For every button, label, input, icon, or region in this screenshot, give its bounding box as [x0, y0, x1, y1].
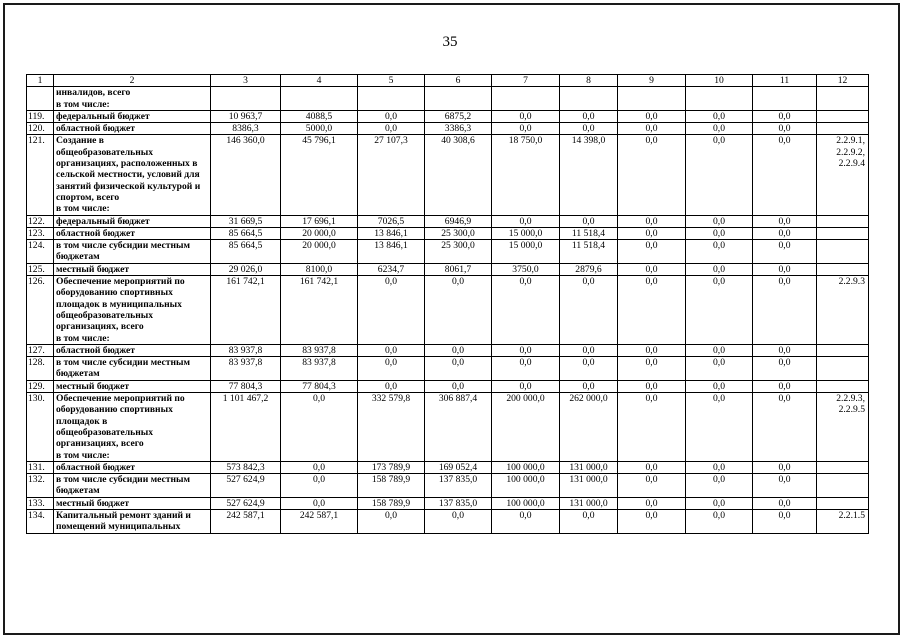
- value-cell: 0,0: [618, 263, 686, 275]
- row-number: 134.: [27, 509, 54, 533]
- column-header-4: 4: [281, 75, 358, 87]
- row-name: федеральный бюджет: [54, 215, 211, 227]
- value-cell: 11 518,4: [560, 240, 618, 264]
- value-cell: 332 579,8: [358, 393, 425, 462]
- value-cell: 100 000,0: [492, 474, 560, 498]
- value-cell: 242 587,1: [281, 509, 358, 533]
- value-cell: 2879,6: [560, 263, 618, 275]
- row-number: 125.: [27, 263, 54, 275]
- value-cell: 4088,5: [281, 110, 358, 122]
- row-number: 133.: [27, 497, 54, 509]
- reference-codes: [817, 227, 869, 239]
- value-cell: [358, 87, 425, 111]
- row-number: 132.: [27, 474, 54, 498]
- row-name: областной бюджет: [54, 123, 211, 135]
- row-number: 121.: [27, 135, 54, 215]
- column-header-1: 1: [27, 75, 54, 87]
- value-cell: 3750,0: [492, 263, 560, 275]
- value-cell: 0,0: [753, 263, 817, 275]
- column-header-6: 6: [425, 75, 492, 87]
- value-cell: 0,0: [753, 509, 817, 533]
- row-number: 127.: [27, 344, 54, 356]
- table-row: [27, 110, 869, 122]
- value-cell: 0,0: [618, 215, 686, 227]
- value-cell: 14 398,0: [560, 135, 618, 215]
- table-row: [27, 393, 869, 462]
- value-cell: 0,0: [358, 276, 425, 345]
- value-cell: 100 000,0: [492, 497, 560, 509]
- value-cell: 0,0: [753, 215, 817, 227]
- value-cell: 0,0: [492, 344, 560, 356]
- value-cell: 85 664,5: [211, 240, 281, 264]
- value-cell: 137 835,0: [425, 497, 492, 509]
- value-cell: 77 804,3: [281, 380, 358, 392]
- value-cell: 0,0: [686, 276, 753, 345]
- row-number: 122.: [27, 215, 54, 227]
- value-cell: 0,0: [358, 344, 425, 356]
- value-cell: 0,0: [618, 227, 686, 239]
- value-cell: 0,0: [492, 123, 560, 135]
- value-cell: 20 000,0: [281, 227, 358, 239]
- table-row: [27, 474, 869, 498]
- value-cell: [686, 87, 753, 111]
- value-cell: 146 360,0: [211, 135, 281, 215]
- table-row: [27, 380, 869, 392]
- value-cell: [281, 87, 358, 111]
- value-cell: 131 000,0: [560, 474, 618, 498]
- value-cell: 0,0: [686, 357, 753, 381]
- value-cell: 0,0: [560, 357, 618, 381]
- value-cell: 0,0: [686, 215, 753, 227]
- row-number: 129.: [27, 380, 54, 392]
- table-row: [27, 87, 869, 111]
- reference-codes: [817, 344, 869, 356]
- value-cell: 0,0: [686, 393, 753, 462]
- value-cell: 10 963,7: [211, 110, 281, 122]
- value-cell: 0,0: [358, 110, 425, 122]
- page-number: 35: [442, 34, 458, 50]
- value-cell: 0,0: [560, 110, 618, 122]
- value-cell: [618, 87, 686, 111]
- value-cell: 85 664,5: [211, 227, 281, 239]
- value-cell: 0,0: [753, 357, 817, 381]
- value-cell: 13 846,1: [358, 227, 425, 239]
- row-name: Обеспечение мероприятий по оборудованию спортивных площадок в муниципальных общеобразовательных организациях, всего в том числе:: [54, 276, 211, 345]
- value-cell: 27 107,3: [358, 135, 425, 215]
- column-header-8: 8: [560, 75, 618, 87]
- value-cell: 0,0: [753, 135, 817, 215]
- value-cell: 3386,3: [425, 123, 492, 135]
- value-cell: 0,0: [618, 240, 686, 264]
- value-cell: 6875,2: [425, 110, 492, 122]
- reference-codes: [817, 123, 869, 135]
- row-name: местный бюджет: [54, 380, 211, 392]
- value-cell: 173 789,9: [358, 461, 425, 473]
- value-cell: 0,0: [560, 276, 618, 345]
- value-cell: 0,0: [492, 509, 560, 533]
- value-cell: 0,0: [753, 497, 817, 509]
- reference-codes: 2.2.9.3, 2.2.9.5: [817, 393, 869, 462]
- value-cell: 0,0: [618, 135, 686, 215]
- value-cell: 0,0: [358, 380, 425, 392]
- value-cell: 0,0: [686, 240, 753, 264]
- reference-codes: 2.2.1.5: [817, 509, 869, 533]
- value-cell: 158 789,9: [358, 474, 425, 498]
- reference-codes: [817, 87, 869, 111]
- value-cell: 0,0: [686, 263, 753, 275]
- value-cell: 0,0: [492, 110, 560, 122]
- reference-codes: 2.2.9.1, 2.2.9.2, 2.2.9.4: [817, 135, 869, 215]
- value-cell: 0,0: [618, 276, 686, 345]
- value-cell: 0,0: [281, 461, 358, 473]
- value-cell: 0,0: [753, 474, 817, 498]
- value-cell: 161 742,1: [211, 276, 281, 345]
- value-cell: 527 624,9: [211, 497, 281, 509]
- table-row: [27, 135, 869, 215]
- value-cell: 7026,5: [358, 215, 425, 227]
- row-number: 126.: [27, 276, 54, 345]
- value-cell: 83 937,8: [211, 357, 281, 381]
- value-cell: 0,0: [618, 393, 686, 462]
- value-cell: 25 300,0: [425, 227, 492, 239]
- row-number: 120.: [27, 123, 54, 135]
- budget-table: [26, 74, 869, 534]
- row-name: областной бюджет: [54, 227, 211, 239]
- column-header-7: 7: [492, 75, 560, 87]
- reference-codes: [817, 461, 869, 473]
- value-cell: 0,0: [686, 461, 753, 473]
- value-cell: 0,0: [686, 227, 753, 239]
- row-number: 128.: [27, 357, 54, 381]
- value-cell: 242 587,1: [211, 509, 281, 533]
- value-cell: 13 846,1: [358, 240, 425, 264]
- value-cell: 0,0: [492, 380, 560, 392]
- value-cell: 0,0: [753, 123, 817, 135]
- table-row: [27, 497, 869, 509]
- value-cell: 0,0: [686, 497, 753, 509]
- value-cell: 306 887,4: [425, 393, 492, 462]
- row-number: 123.: [27, 227, 54, 239]
- value-cell: 158 789,9: [358, 497, 425, 509]
- value-cell: 161 742,1: [281, 276, 358, 345]
- value-cell: 8386,3: [211, 123, 281, 135]
- value-cell: 0,0: [618, 474, 686, 498]
- value-cell: 15 000,0: [492, 240, 560, 264]
- value-cell: 0,0: [560, 215, 618, 227]
- value-cell: 83 937,8: [281, 357, 358, 381]
- value-cell: 0,0: [492, 357, 560, 381]
- value-cell: 137 835,0: [425, 474, 492, 498]
- value-cell: [560, 87, 618, 111]
- reference-codes: 2.2.9.3: [817, 276, 869, 345]
- row-name: в том числе субсидии местным бюджетам: [54, 474, 211, 498]
- table-row: [27, 344, 869, 356]
- value-cell: 1 101 467,2: [211, 393, 281, 462]
- value-cell: 0,0: [358, 509, 425, 533]
- column-header-10: 10: [686, 75, 753, 87]
- value-cell: 0,0: [686, 344, 753, 356]
- value-cell: 0,0: [358, 123, 425, 135]
- table-row: [27, 509, 869, 533]
- table-row: [27, 227, 869, 239]
- row-number: 119.: [27, 110, 54, 122]
- value-cell: 45 796,1: [281, 135, 358, 215]
- column-header-2: 2: [54, 75, 211, 87]
- value-cell: 573 842,3: [211, 461, 281, 473]
- value-cell: 0,0: [560, 380, 618, 392]
- value-cell: 0,0: [281, 393, 358, 462]
- value-cell: 0,0: [618, 461, 686, 473]
- reference-codes: [817, 110, 869, 122]
- value-cell: 169 052,4: [425, 461, 492, 473]
- value-cell: 0,0: [753, 461, 817, 473]
- row-name: областной бюджет: [54, 461, 211, 473]
- reference-codes: [817, 474, 869, 498]
- reference-codes: [817, 240, 869, 264]
- reference-codes: [817, 215, 869, 227]
- value-cell: 77 804,3: [211, 380, 281, 392]
- value-cell: 0,0: [686, 123, 753, 135]
- value-cell: 0,0: [753, 240, 817, 264]
- value-cell: 0,0: [618, 123, 686, 135]
- table-row: [27, 263, 869, 275]
- table-row: [27, 276, 869, 345]
- value-cell: 0,0: [753, 344, 817, 356]
- row-number: 130.: [27, 393, 54, 462]
- column-header-3: 3: [211, 75, 281, 87]
- value-cell: 17 696,1: [281, 215, 358, 227]
- value-cell: 0,0: [425, 357, 492, 381]
- value-cell: 11 518,4: [560, 227, 618, 239]
- column-header-11: 11: [753, 75, 817, 87]
- value-cell: 0,0: [560, 344, 618, 356]
- value-cell: 0,0: [753, 393, 817, 462]
- row-name: Обеспечение мероприятий по оборудованию спортивных площадок в общеобразовательных организациях, всего в том числе:: [54, 393, 211, 462]
- table-row: [27, 357, 869, 381]
- value-cell: 0,0: [686, 509, 753, 533]
- value-cell: 0,0: [686, 135, 753, 215]
- value-cell: 0,0: [425, 380, 492, 392]
- value-cell: [492, 87, 560, 111]
- row-number: 124.: [27, 240, 54, 264]
- value-cell: 29 026,0: [211, 263, 281, 275]
- table-row: [27, 215, 869, 227]
- value-cell: 200 000,0: [492, 393, 560, 462]
- value-cell: 18 750,0: [492, 135, 560, 215]
- value-cell: 0,0: [753, 276, 817, 345]
- value-cell: 0,0: [618, 380, 686, 392]
- column-header-9: 9: [618, 75, 686, 87]
- row-name: в том числе субсидии местным бюджетам: [54, 357, 211, 381]
- value-cell: 6946,9: [425, 215, 492, 227]
- row-name: местный бюджет: [54, 263, 211, 275]
- value-cell: 0,0: [618, 497, 686, 509]
- value-cell: 100 000,0: [492, 461, 560, 473]
- value-cell: 0,0: [753, 380, 817, 392]
- value-cell: 20 000,0: [281, 240, 358, 264]
- value-cell: 0,0: [618, 509, 686, 533]
- row-name: инвалидов, всего в том числе:: [54, 87, 211, 111]
- row-name: местный бюджет: [54, 497, 211, 509]
- reference-codes: [817, 380, 869, 392]
- row-number: 131.: [27, 461, 54, 473]
- value-cell: 0,0: [492, 215, 560, 227]
- value-cell: 0,0: [281, 497, 358, 509]
- value-cell: [753, 87, 817, 111]
- value-cell: 5000,0: [281, 123, 358, 135]
- value-cell: 0,0: [492, 276, 560, 345]
- table-header-row: [27, 75, 869, 87]
- reference-codes: [817, 357, 869, 381]
- value-cell: 0,0: [618, 110, 686, 122]
- row-name: Создание в общеобразовательных организациях, расположенных в сельской местности, условий для занятий физической культурой и спортом, всего в том числе:: [54, 135, 211, 215]
- value-cell: 131 000,0: [560, 497, 618, 509]
- value-cell: 0,0: [425, 509, 492, 533]
- table-body: [27, 87, 869, 533]
- column-header-12: 12: [817, 75, 869, 87]
- value-cell: 0,0: [618, 357, 686, 381]
- value-cell: 0,0: [686, 110, 753, 122]
- value-cell: 0,0: [686, 474, 753, 498]
- value-cell: 0,0: [281, 474, 358, 498]
- value-cell: 0,0: [560, 123, 618, 135]
- column-header-5: 5: [358, 75, 425, 87]
- value-cell: 262 000,0: [560, 393, 618, 462]
- value-cell: 0,0: [560, 509, 618, 533]
- value-cell: 31 669,5: [211, 215, 281, 227]
- value-cell: [211, 87, 281, 111]
- row-name: Капитальный ремонт зданий и помещений муниципальных: [54, 509, 211, 533]
- table-row: [27, 123, 869, 135]
- row-number: [27, 87, 54, 111]
- value-cell: 40 308,6: [425, 135, 492, 215]
- value-cell: 6234,7: [358, 263, 425, 275]
- value-cell: 83 937,8: [281, 344, 358, 356]
- value-cell: 15 000,0: [492, 227, 560, 239]
- value-cell: 527 624,9: [211, 474, 281, 498]
- table-row: [27, 240, 869, 264]
- row-name: областной бюджет: [54, 344, 211, 356]
- value-cell: 0,0: [425, 344, 492, 356]
- row-name: в том числе субсидии местным бюджетам: [54, 240, 211, 264]
- value-cell: 83 937,8: [211, 344, 281, 356]
- value-cell: 0,0: [753, 227, 817, 239]
- value-cell: [425, 87, 492, 111]
- value-cell: 0,0: [686, 380, 753, 392]
- value-cell: 0,0: [753, 110, 817, 122]
- value-cell: 131 000,0: [560, 461, 618, 473]
- reference-codes: [817, 263, 869, 275]
- table-row: [27, 461, 869, 473]
- row-name: федеральный бюджет: [54, 110, 211, 122]
- value-cell: 0,0: [425, 276, 492, 345]
- value-cell: 8100,0: [281, 263, 358, 275]
- value-cell: 8061,7: [425, 263, 492, 275]
- reference-codes: [817, 497, 869, 509]
- value-cell: 25 300,0: [425, 240, 492, 264]
- value-cell: 0,0: [358, 357, 425, 381]
- value-cell: 0,0: [618, 344, 686, 356]
